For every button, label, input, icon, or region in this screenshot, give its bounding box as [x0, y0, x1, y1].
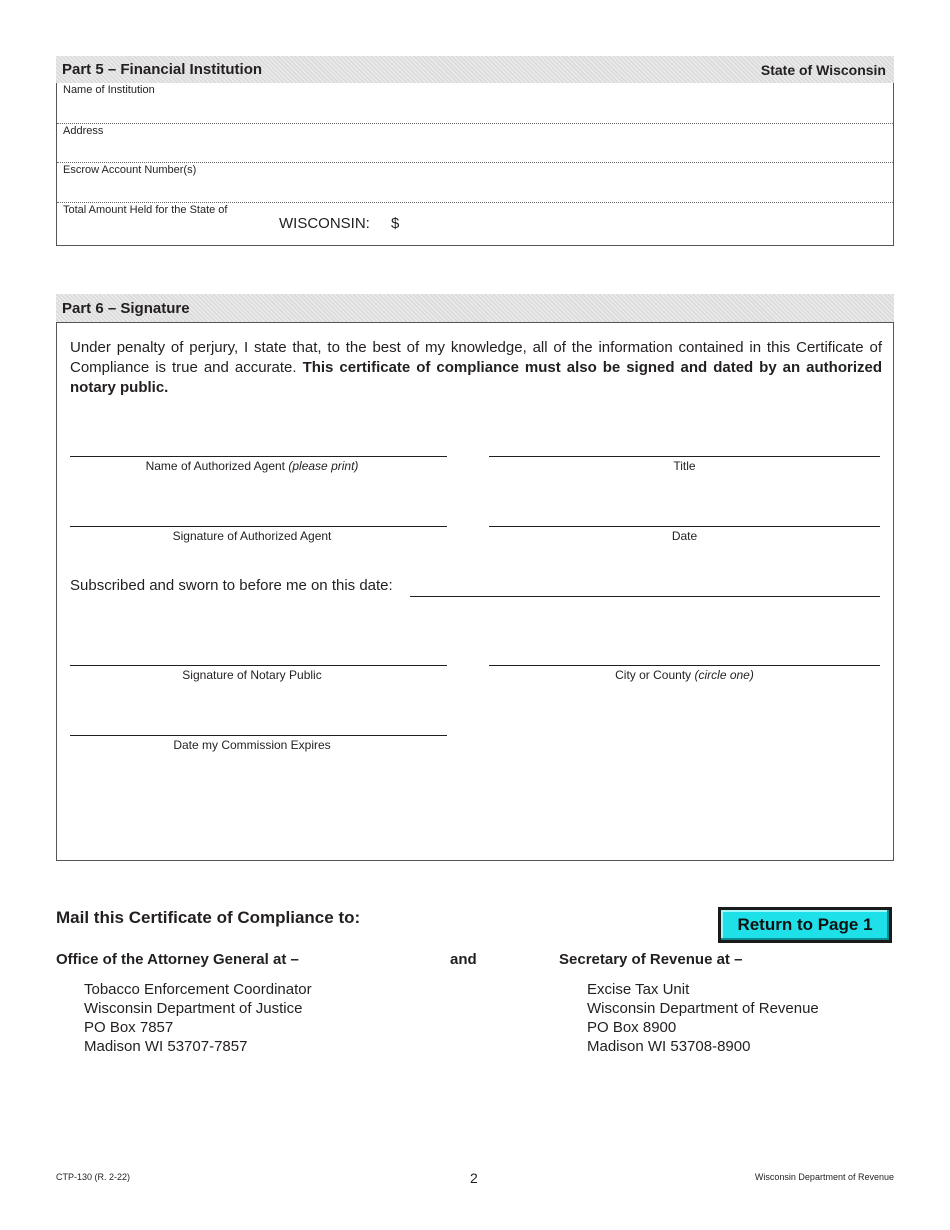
title-line[interactable] [489, 456, 880, 457]
perjury-bold-text: This certificate of compliance must also be signed and dated by an authorized notary public. [70, 359, 883, 396]
total-amount-label: Total Amount Held for the State of [63, 204, 228, 216]
part6-header [56, 294, 894, 322]
perjury-statement [70, 338, 882, 398]
notary-signature-label: Signature of Notary Public [182, 668, 322, 682]
footer-department: Wisconsin Department of Revenue [754, 1172, 894, 1182]
city-county-label: City or County [615, 668, 692, 682]
commission-label: Date my Commission Expires [173, 738, 331, 752]
part5-fields [56, 83, 894, 246]
total-amount-field[interactable] [57, 203, 893, 245]
city-county-caption [489, 668, 880, 682]
agent-name-note: (please print) [288, 459, 359, 473]
state-label: State of Wisconsin [760, 62, 886, 78]
notary-signature-line[interactable] [70, 665, 447, 666]
city-county-line[interactable] [489, 665, 880, 666]
address-field[interactable] [57, 124, 893, 163]
revenue-address-line: PO Box 8900 [587, 1019, 677, 1036]
date-line[interactable] [489, 526, 880, 527]
institution-field[interactable] [57, 83, 893, 124]
agent-signature-line[interactable] [70, 526, 447, 527]
agent-signature-label: Signature of Authorized Agent [172, 529, 332, 543]
attorney-address-line: Wisconsin Department of Justice [84, 1000, 303, 1017]
address-label: Address [63, 125, 104, 137]
signature-section [56, 322, 894, 861]
dollar-sign: $ [391, 215, 400, 232]
perjury-text: Under penalty of perjury, I state that, to the best of my knowledge, all of the information contained in this Certificate of Compliance is true and accurate. [70, 339, 882, 376]
part6-title: Part 6 – Signature [62, 300, 190, 317]
revenue-address-line: Excise Tax Unit [587, 981, 690, 998]
agent-name-caption [70, 459, 434, 473]
sworn-date-line[interactable] [410, 596, 880, 597]
attorney-heading: Office of the Attorney General at – [56, 951, 299, 968]
attorney-address-line: Tobacco Enforcement Coordinator [84, 981, 312, 998]
form-id: CTP-130 (R. 2-22) [56, 1172, 131, 1182]
revenue-heading: Secretary of Revenue at – [559, 951, 743, 968]
institution-label: Name of Institution [63, 84, 155, 96]
revenue-address-line: Madison WI 53708-8900 [587, 1038, 751, 1055]
commission-line[interactable] [70, 735, 447, 736]
wisconsin-label: WISCONSIN: [279, 215, 370, 232]
revenue-address [587, 980, 819, 1056]
agent-name-label: Name of Authorized Agent [145, 459, 286, 473]
page-number: 2 [470, 1170, 478, 1186]
and-label: and [450, 951, 477, 968]
escrow-label: Escrow Account Number(s) [63, 164, 197, 176]
escrow-field[interactable] [57, 163, 893, 203]
mail-title: Mail this Certificate of Compliance to: [56, 908, 361, 927]
attorney-address-line: PO Box 7857 [84, 1019, 174, 1036]
attorney-address-line: Madison WI 53707-7857 [84, 1038, 248, 1055]
part5-title: Part 5 – Financial Institution [62, 61, 263, 78]
agent-name-line[interactable] [70, 456, 447, 457]
city-county-note: (circle one) [694, 668, 754, 682]
revenue-address-line: Wisconsin Department of Revenue [587, 1000, 819, 1017]
part5-header [56, 56, 894, 83]
attorney-address [84, 980, 312, 1056]
title-label: Title [673, 459, 696, 473]
return-to-page-1-button[interactable]: Return to Page 1 [718, 907, 892, 943]
sworn-text: Subscribed and sworn to before me on this date: [70, 577, 393, 594]
date-label: Date [671, 529, 698, 543]
